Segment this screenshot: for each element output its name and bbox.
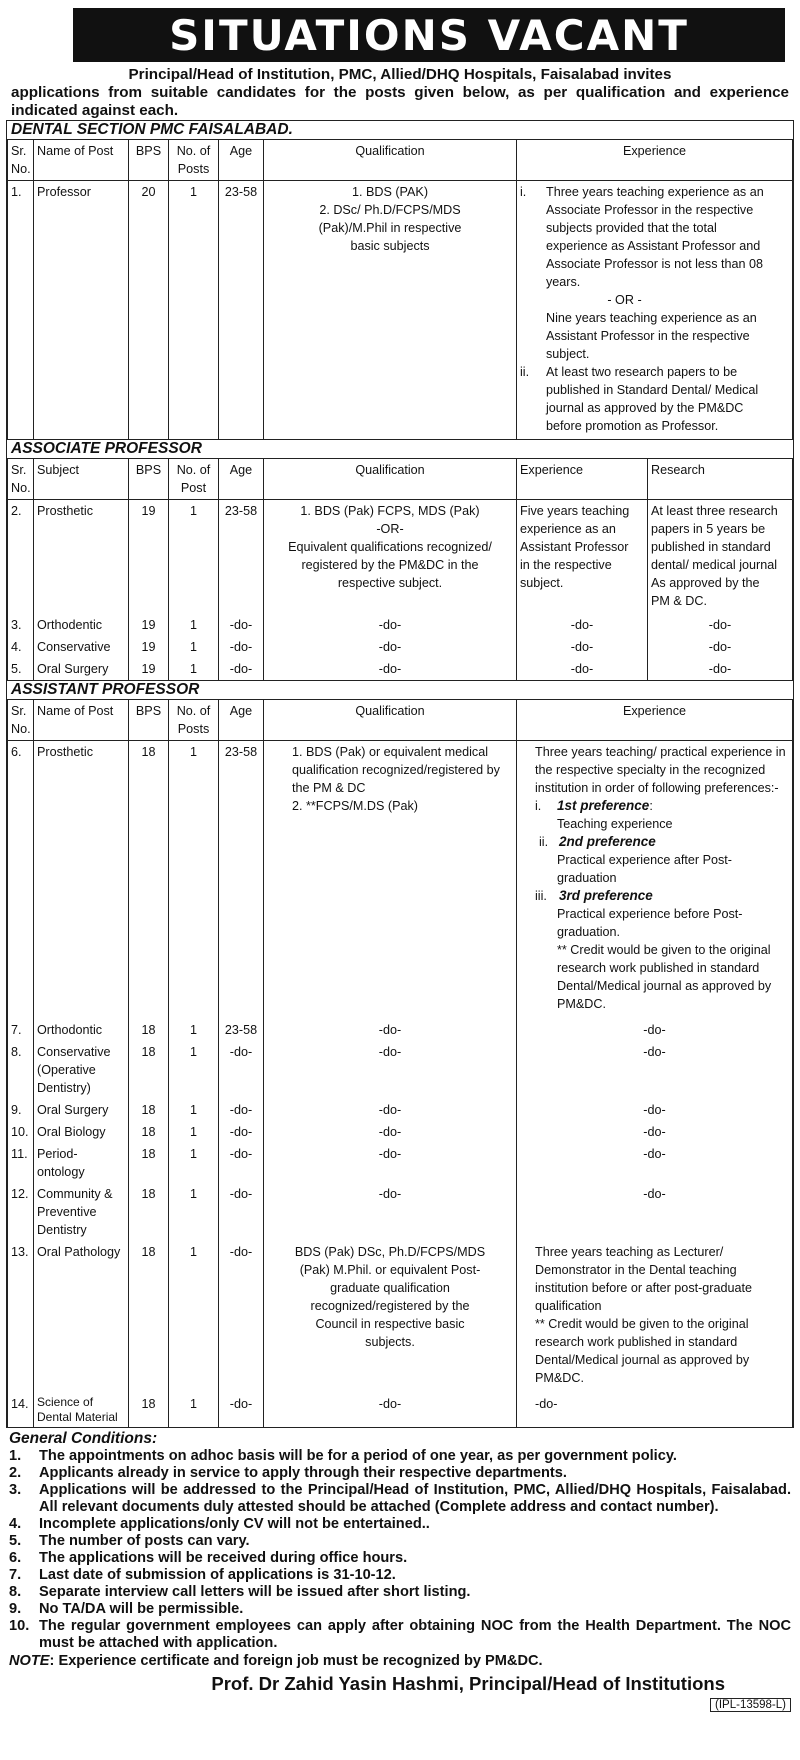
cell-bps: 19 <box>129 500 169 615</box>
cell-experience: -do- <box>517 614 648 636</box>
pref-text: Teaching experience <box>557 817 673 831</box>
qual-line: 1. BDS (Pak) FCPS, MDS (Pak) <box>300 504 480 518</box>
advertisement <box>5 8 795 1711</box>
table-row <box>8 1099 793 1121</box>
cell-age: -do- <box>219 1143 264 1183</box>
condition-number: 7. <box>9 1567 22 1583</box>
cell-name: Oral Surgery <box>34 658 129 680</box>
condition-text: The regular government employees can apply after obtaining NOC from the Health Department. The NOC must be attached with application. <box>39 1618 791 1651</box>
cell-age: 23-58 <box>219 500 264 615</box>
cell-posts: 1 <box>169 1041 219 1099</box>
cell-posts: 1 <box>169 1393 219 1427</box>
exp-label: i. <box>520 185 527 199</box>
associate-table <box>7 459 793 680</box>
pref-text: Practical experience after Post-graduation <box>557 853 732 885</box>
cell-sr: 10. <box>8 1121 34 1143</box>
cell-experience: -do- <box>517 1143 793 1183</box>
table-row <box>8 1241 793 1393</box>
cell-experience: -do- <box>517 1041 793 1099</box>
cell-experience: -do- <box>517 636 648 658</box>
general-conditions <box>5 1430 795 1652</box>
condition-item <box>9 1601 791 1618</box>
intro-line2: applications from suitable candidates for the posts given below, as per qualification and experience indicated against each. <box>11 84 789 119</box>
cell-bps: 19 <box>129 614 169 636</box>
vacancy-box <box>6 120 794 1428</box>
qual-line: 1. BDS (Pak) or equivalent medical qualification recognized/registered by the PM & DC <box>292 745 500 795</box>
cell-posts: 1 <box>169 1099 219 1121</box>
col-age: Age <box>219 459 264 500</box>
general-heading: General Conditions: <box>9 1430 158 1447</box>
cell-sr: 9. <box>8 1099 34 1121</box>
col-qualification: Qualification <box>264 700 517 741</box>
condition-text: No TA/DA will be permissible. <box>39 1601 244 1617</box>
cell-qualification: BDS (Pak) DSc, Ph.D/FCPS/MDS (Pak) M.Phil. or equivalent Post-graduate qualification recognized/registered by the Council in respective basic subjects. <box>264 1241 517 1393</box>
cell-sr: 5. <box>8 658 34 680</box>
cell-posts: 1 <box>169 181 219 440</box>
cell-experience: -do- <box>517 1183 793 1241</box>
reference-code: (IPL-13598-L) <box>710 1698 791 1712</box>
col-qualification: Qualification <box>264 459 517 500</box>
cell-posts: 1 <box>169 614 219 636</box>
cell-qualification: -do- <box>264 1393 517 1427</box>
cell-experience: -do- <box>517 1121 793 1143</box>
col-bps: BPS <box>129 459 169 500</box>
condition-item <box>9 1567 791 1584</box>
professor-table <box>7 140 793 439</box>
cell-age: -do- <box>219 1099 264 1121</box>
table-row <box>8 1393 793 1427</box>
cell-posts: 1 <box>169 636 219 658</box>
col-name: Name of Post <box>34 700 129 741</box>
col-experience: Experience <box>517 700 793 741</box>
cell-sr: 11. <box>8 1143 34 1183</box>
pref-title: 1st preference <box>557 798 650 813</box>
cell-age: -do- <box>219 1183 264 1241</box>
cell-age: -do- <box>219 636 264 658</box>
note-text: : Experience certificate and foreign job must be recognized by PM&DC. <box>49 1653 543 1669</box>
cell-sr: 13. <box>8 1241 34 1393</box>
exp-text: Three years teaching experience as an Associate Professor in the respective subjects provided that the total experience as Assistant Professor and Associate Professor is not less than 08 years. <box>546 185 764 289</box>
cell-sr: 8. <box>8 1041 34 1099</box>
cell-age: 23-58 <box>219 181 264 440</box>
cell-posts: 1 <box>169 1183 219 1241</box>
cell-bps: 18 <box>129 1121 169 1143</box>
cell-age: -do- <box>219 1241 264 1393</box>
table-row <box>8 741 793 1020</box>
col-qualification: Qualification <box>264 140 517 181</box>
cell-name: Period-ontology <box>34 1143 129 1183</box>
section-dental-heading: DENTAL SECTION PMC FAISALABAD. <box>7 121 793 140</box>
cell-qualification: -do- <box>264 636 517 658</box>
cell-posts: 1 <box>169 741 219 1020</box>
pref-title: 2nd preference <box>559 834 656 849</box>
note-label: NOTE <box>9 1653 50 1669</box>
cell-experience <box>517 1241 793 1393</box>
condition-item <box>9 1465 791 1482</box>
cell-research: At least three research papers in 5 years be published in standard dental/ medical journal As approved by the PM & DC. <box>648 500 793 615</box>
cell-name: Conservative (Operative Dentistry) <box>34 1041 129 1099</box>
col-subject: Subject <box>34 459 129 500</box>
cell-name: Professor <box>34 181 129 440</box>
cell-sr: 12. <box>8 1183 34 1241</box>
table-row <box>8 614 793 636</box>
cell-qualification: -do- <box>264 1041 517 1099</box>
cell-age: 23-58 <box>219 1019 264 1041</box>
cell-name: Oral Surgery <box>34 1099 129 1121</box>
cell-bps: 20 <box>129 181 169 440</box>
condition-number: 8. <box>9 1584 22 1600</box>
condition-item <box>9 1618 791 1652</box>
cell-experience <box>517 181 793 440</box>
cell-posts: 1 <box>169 1143 219 1183</box>
col-experience: Experience <box>517 459 648 500</box>
condition-number: 9. <box>9 1601 22 1617</box>
cell-name: Orthodentic <box>34 614 129 636</box>
assistant-table <box>7 700 793 1427</box>
table-row <box>8 1121 793 1143</box>
pref-label: iii. <box>535 889 547 903</box>
title-banner: SITUATIONS VACANT <box>73 8 785 62</box>
condition-item <box>9 1550 791 1567</box>
cell-posts: 1 <box>169 500 219 615</box>
condition-text: Last date of submission of applications is 31-10-12. <box>39 1567 396 1583</box>
cell-qualification: -do- <box>264 1183 517 1241</box>
condition-number: 6. <box>9 1550 22 1566</box>
cell-qualification: -do- <box>264 1121 517 1143</box>
cell-name: Oral Pathology <box>34 1241 129 1393</box>
qual-or: -OR- <box>376 522 404 536</box>
cell-sr: 7. <box>8 1019 34 1041</box>
pref-text: Practical experience before Post-graduation. <box>557 907 743 939</box>
cell-name: Orthodontic <box>34 1019 129 1041</box>
exp-label: ii. <box>520 365 530 379</box>
cell-bps: 18 <box>129 1099 169 1121</box>
cell-qualification <box>264 500 517 615</box>
cell-sr: 2. <box>8 500 34 615</box>
table-row <box>8 1041 793 1099</box>
cell-posts: 1 <box>169 1019 219 1041</box>
note <box>5 1652 795 1670</box>
condition-item <box>9 1533 791 1550</box>
cell-qualification: -do- <box>264 1143 517 1183</box>
col-posts: No. of Posts <box>169 700 219 741</box>
cell-qualification: -do- <box>264 1099 517 1121</box>
cell-research: -do- <box>648 658 793 680</box>
cell-posts: 1 <box>169 1121 219 1143</box>
table-row <box>8 1183 793 1241</box>
condition-number: 4. <box>9 1516 22 1532</box>
condition-number: 10. <box>9 1618 30 1634</box>
cell-experience: -do- <box>517 658 648 680</box>
col-posts: No. of Post <box>169 459 219 500</box>
table-row <box>8 500 793 615</box>
condition-number: 2. <box>9 1465 22 1481</box>
cell-qualification <box>264 741 517 1020</box>
cell-sr: 6. <box>8 741 34 1020</box>
table-row <box>8 1143 793 1183</box>
cell-name: Prosthetic <box>34 500 129 615</box>
cell-sr: 14. <box>8 1393 34 1427</box>
credit-note: ** Credit would be given to the original research work published in standard Dental/Medical journal as approved by PM&DC. <box>557 943 772 1011</box>
cell-qualification: -do- <box>264 1019 517 1041</box>
exp-text: Three years teaching as Lecturer/ Demonstrator in the Dental teaching institution before or after post-graduate qualification <box>535 1245 753 1313</box>
cell-name: Prosthetic <box>34 741 129 1020</box>
cell-bps: 18 <box>129 1041 169 1099</box>
qual-line: 2. **FCPS/M.DS (Pak) <box>292 799 418 813</box>
pref-label: ii. <box>539 835 549 849</box>
cell-experience: -do- <box>517 1019 793 1041</box>
cell-age: -do- <box>219 658 264 680</box>
cell-name: Community & Preventive Dentistry <box>34 1183 129 1241</box>
col-experience: Experience <box>517 140 793 181</box>
cell-bps: 18 <box>129 1241 169 1393</box>
col-sr: Sr. No. <box>8 459 34 500</box>
intro-text <box>5 66 795 120</box>
cell-bps: 18 <box>129 1019 169 1041</box>
cell-bps: 19 <box>129 658 169 680</box>
cell-bps: 18 <box>129 1143 169 1183</box>
cell-research: -do- <box>648 614 793 636</box>
cell-bps: 19 <box>129 636 169 658</box>
cell-name: Conservative <box>34 636 129 658</box>
cell-qualification <box>264 181 517 440</box>
table-row <box>8 658 793 680</box>
col-age: Age <box>219 140 264 181</box>
condition-text: Separate interview call letters will be issued after short listing. <box>39 1584 471 1600</box>
col-sr: Sr. No. <box>8 140 34 181</box>
qual-line: 1. BDS (PAK) <box>351 185 429 199</box>
signature: Prof. Dr Zahid Yasin Hashmi, Principal/Head of Institutions <box>211 1673 725 1694</box>
exp-text: At least two research papers to be published in Standard Dental/ Medical journal as approved by the PM&DC before promotion as Professor. <box>546 365 759 433</box>
cell-sr: 3. <box>8 614 34 636</box>
cell-sr: 4. <box>8 636 34 658</box>
cell-age: 23-58 <box>219 741 264 1020</box>
table-row <box>8 181 793 440</box>
qual-line: 2. DSc/ Ph.D/FCPS/MDS (Pak)/M.Phil in respective basic subjects <box>318 203 462 253</box>
condition-number: 5. <box>9 1533 22 1549</box>
cell-age: -do- <box>219 1041 264 1099</box>
cell-posts: 1 <box>169 658 219 680</box>
condition-text: The applications will be received during office hours. <box>39 1550 408 1566</box>
cell-age: -do- <box>219 614 264 636</box>
condition-number: 1. <box>9 1448 22 1464</box>
cell-experience <box>517 741 793 1020</box>
condition-text: Incomplete applications/only CV will not be entertained.. <box>39 1516 430 1532</box>
section-assistant-heading: ASSISTANT PROFESSOR <box>7 680 793 700</box>
cell-experience: Five years teaching experience as an Assistant Professor in the respective subject. <box>517 500 648 615</box>
cell-bps: 18 <box>129 1393 169 1427</box>
cell-experience: -do- <box>517 1099 793 1121</box>
cell-bps: 18 <box>129 1183 169 1241</box>
cell-name: Science of Dental Material <box>34 1393 129 1427</box>
section-associate-heading: ASSOCIATE PROFESSOR <box>7 439 793 459</box>
cell-age: -do- <box>219 1121 264 1143</box>
cell-research: -do- <box>648 636 793 658</box>
exp-or: - OR - <box>607 293 642 307</box>
col-bps: BPS <box>129 140 169 181</box>
cell-sr: 1. <box>8 181 34 440</box>
col-name: Name of Post <box>34 140 129 181</box>
condition-item <box>9 1516 791 1533</box>
cell-name: Oral Biology <box>34 1121 129 1143</box>
cell-qualification: -do- <box>264 658 517 680</box>
condition-text: The number of posts can vary. <box>39 1533 250 1549</box>
condition-text: Applicants already in service to apply through their respective departments. <box>39 1465 567 1481</box>
condition-number: 3. <box>9 1482 22 1498</box>
cell-experience: -do- <box>517 1393 793 1427</box>
cell-posts: 1 <box>169 1241 219 1393</box>
cell-age: -do- <box>219 1393 264 1427</box>
exp-text: Three years teaching/ practical experience in the respective specialty in the recognized institution in order of following preferences:- <box>535 745 786 795</box>
pref-colon: : <box>649 799 653 813</box>
condition-item <box>9 1448 791 1465</box>
condition-item <box>9 1584 791 1601</box>
pref-label: i. <box>535 799 542 813</box>
credit-note: ** Credit would be given to the original research work published in standard Dental/Medical journal as approved by PM&DC. <box>535 1317 750 1385</box>
condition-text: The appointments on adhoc basis will be for a period of one year, as per government policy. <box>39 1448 677 1464</box>
conditions-list <box>9 1448 791 1652</box>
condition-item <box>9 1482 791 1516</box>
intro-line1: Principal/Head of Institution, PMC, Allied/DHQ Hospitals, Faisalabad invites <box>128 66 672 83</box>
table-row <box>8 1019 793 1041</box>
col-sr: Sr. No. <box>8 700 34 741</box>
qual-line: Equivalent qualifications recognized/ registered by the PM&DC in the respective subject. <box>288 540 492 590</box>
table-row <box>8 636 793 658</box>
col-bps: BPS <box>129 700 169 741</box>
pref-title: 3rd preference <box>559 888 653 903</box>
condition-text: Applications will be addressed to the Principal/Head of Institution, PMC, Allied/DHQ Hospitals, Faisalabad. All relevant documents duly attested should be attached (Complete address and contact number). <box>39 1482 791 1515</box>
col-age: Age <box>219 700 264 741</box>
col-posts: No. of Posts <box>169 140 219 181</box>
cell-bps: 18 <box>129 741 169 1020</box>
col-research: Research <box>648 459 793 500</box>
cell-qualification: -do- <box>264 614 517 636</box>
exp-text: Nine years teaching experience as an Assistant Professor in the respective subject. <box>546 311 757 361</box>
